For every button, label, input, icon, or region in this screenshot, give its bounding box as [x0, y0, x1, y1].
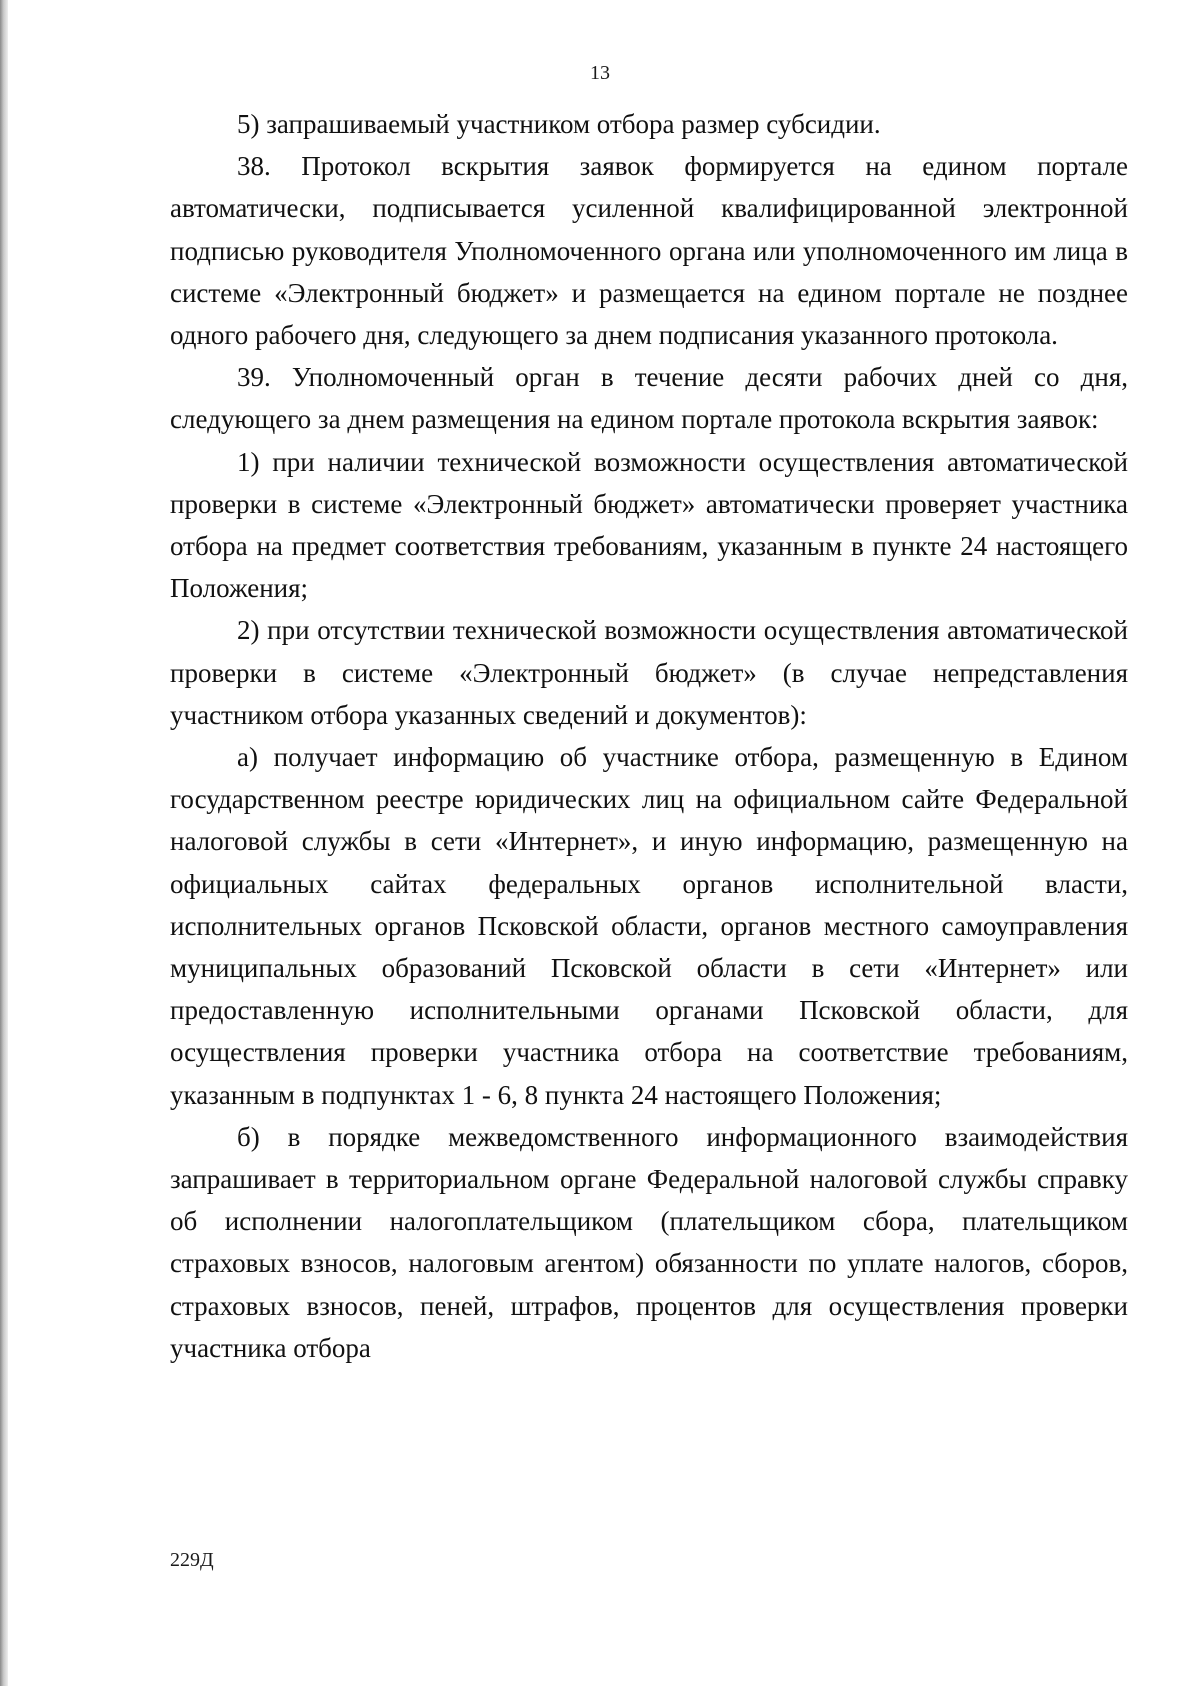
paragraph-39-1: 1) при наличии технической возможности осуществления автоматической проверки в системе «Электронный бюджет» автоматически проверяет участника отбора на предмет соответствия требованиям, указанным в пункте 24 настоящего Положения;: [170, 446, 1128, 604]
paragraph-39-2-a: а) получает информацию об участнике отбора, размещенную в Едином государственном реестре юридических лиц на официальном сайте Федеральной налоговой службы в сети «Интернет», и иную информацию, размещенную на официальных сайтах федеральных органов исполнительной власти, исполнительных органов Псковской области, органов местного самоуправления муниципальных образований Псковской области в сети «Интернет» или предоставленную исполнительными органами Псковской области, для осуществления проверки участника отбора на соответствие требованиям, указанным в подпунктах 1 - 6, 8 пункта 24 настоящего Положения;: [170, 742, 1128, 1110]
paragraph-item-5: 5) запрашиваемый участником отбора размер субсидии.: [237, 109, 881, 139]
scan-edge-shadow: [0, 0, 8, 1686]
document-code: 229Д: [170, 1549, 214, 1571]
paragraph-39-2-b: б) в порядке межведомственного информационного взаимодействия запрашивает в территориальном органе Федеральной налоговой службы справку об исполнении налогоплательщиком (плательщиком сбора, плательщиком страховых взносов, налоговым агентом) обязанности по уплате налогов, сборов, страховых взносов, пеней, штрафов, процентов для осуществления проверки участника отбора: [170, 1121, 1128, 1363]
document-body: [170, 103, 1128, 1369]
paragraph-38: 38. Протокол вскрытия заявок формируется на едином портале автоматически, подписывается усиленной квалифицированной электронной подписью руководителя Уполномоченного органа или уполномоченного им лица в системе «Электронный бюджет» и размещается на едином портале не позднее одного рабочего дня, следующего за днем подписания указанного протокола.: [170, 151, 1128, 351]
paragraph-39: 39. Уполномоченный орган в течение десяти рабочих дней со дня, следующего за днем размещения на едином портале протокола вскрытия заявок:: [170, 362, 1128, 435]
page-number: 13: [590, 62, 610, 84]
paragraph-39-2: 2) при отсутствии технической возможности осуществления автоматической проверки в системе «Электронный бюджет» (в случае непредставления участником отбора указанных сведений и документов):: [170, 615, 1128, 730]
